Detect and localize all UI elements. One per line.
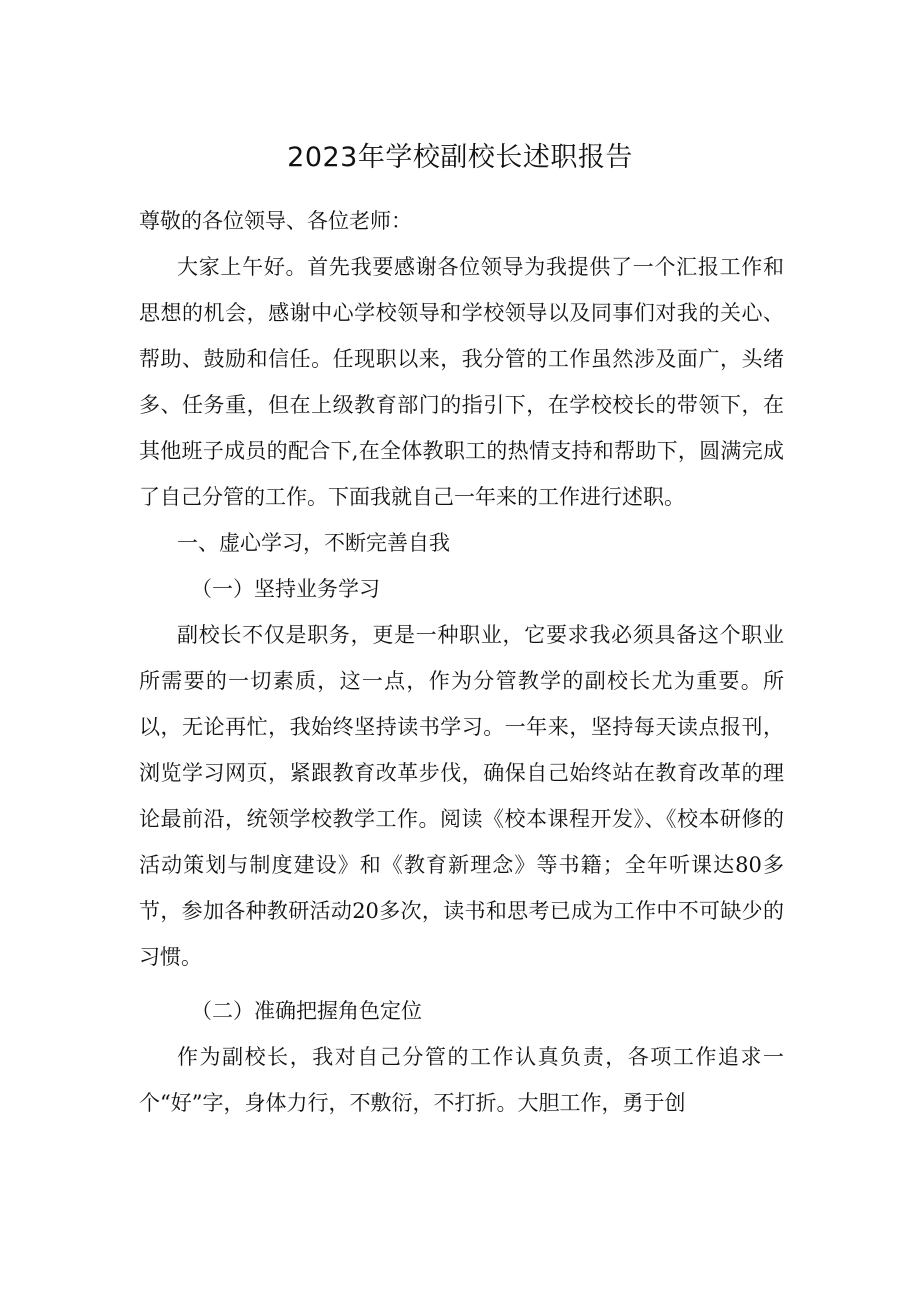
subsection-heading-2: （二）准确把握角色定位 xyxy=(191,999,422,1023)
paragraph-sub2: 作为副校长，我对自己分管的工作认真负责，各项工作追求一个“好”字，身体力行，不敷衍，不打折。大胆工作，勇于创 xyxy=(139,1045,784,1115)
document-title: 2023年学校副校长述职报告 xyxy=(287,142,633,173)
subsection-heading-1: （一）坚持业务学习 xyxy=(191,577,380,601)
document-body xyxy=(139,198,784,1126)
section-heading-1: 一、虚心学习，不断完善自我 xyxy=(177,531,450,555)
paragraph-intro: 大家上午好。首先我要感谢各位领导为我提供了一个汇报工作和思想的机会，感谢中心学校领导和学校领导以及同事们对我的关心、帮助、鼓励和信任。任现职以来，我分管的工作虽然涉及面广，头绪多、任务重，但在上级教育部门的指引下，在学校校长的带领下，在其他班子成员的配合下,在全体教职工的热情支持和帮助下，圆满完成了自己分管的工作。下面我就自己一年来的工作进行述职。 xyxy=(139,255,784,509)
salutation: 尊敬的各位领导、各位老师： xyxy=(139,209,412,233)
paragraph-sub1: 副校长不仅是职务，更是一种职业，它要求我必须具备这个职业所需要的一切素质，这一点，作为分管教学的副校长尤为重要。所以，无论再忙，我始终坚持读书学习。一年来，坚持每天读点报刊，浏览学习网页，紧跟教育改革步伐，确保自己始终站在教育改革的理论最前沿，统领学校教学工作。阅读《校本课程开发》、《校本研修的活动策划与制度建设》和《教育新理念》等书籍；全年听课达80多节，参加各种教研活动20多次，读书和思考已成为工作中不可缺少的习惯。 xyxy=(139,623,784,969)
